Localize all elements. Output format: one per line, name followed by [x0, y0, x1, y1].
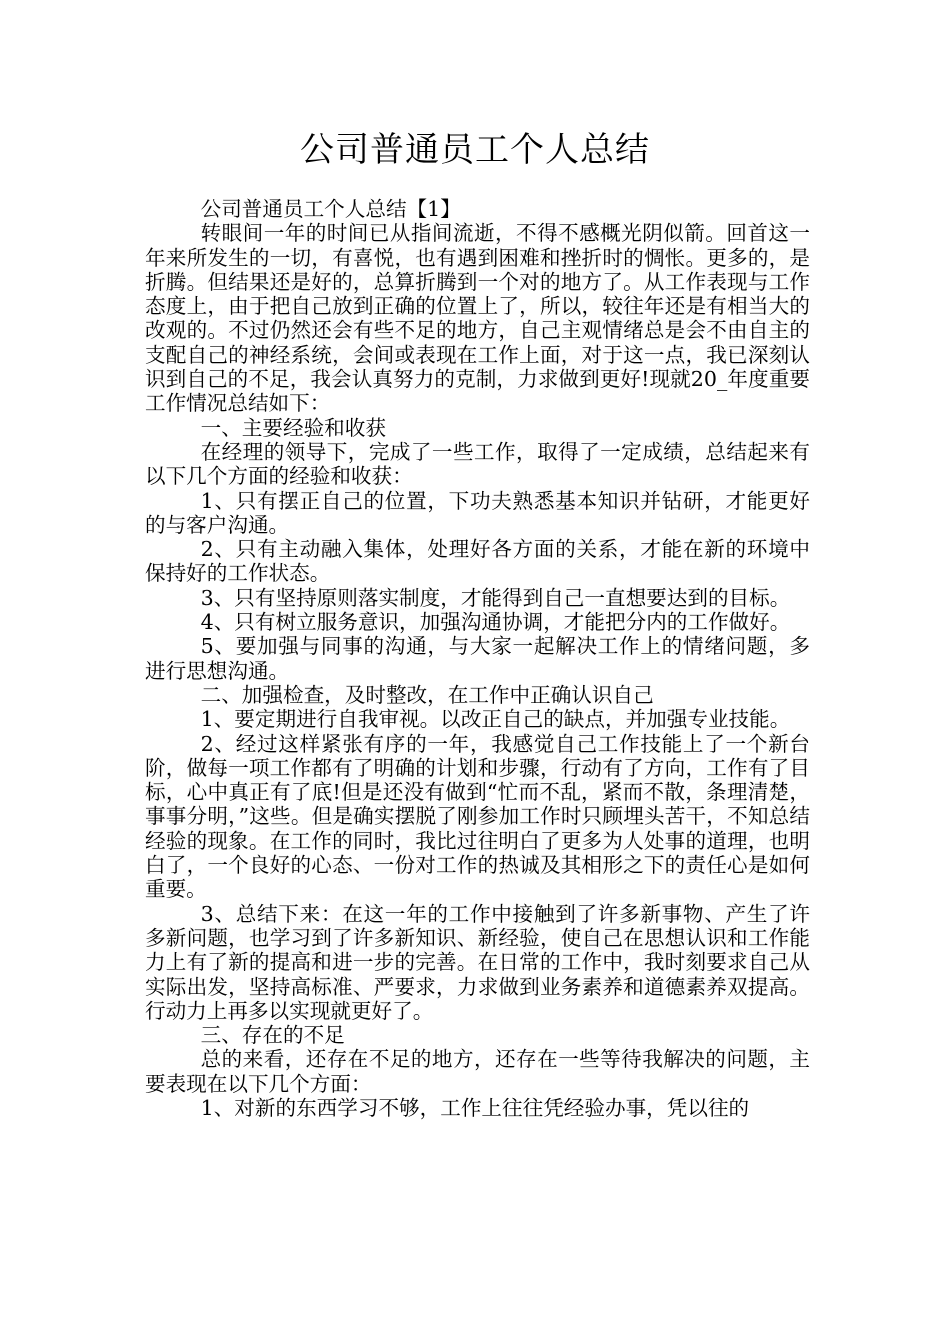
list-item: 4、只有树立服务意识，加强沟通协调，才能把分内的工作做好。 [200, 610, 791, 635]
section-heading: 二、加强检查，及时整改，在工作中正确认识自己 [200, 682, 654, 707]
section-subtitle: 公司普通员工个人总结【1】 [200, 197, 461, 221]
paragraph: 总的来看，还存在不足的地方，还存在一些等待我解决的问题，主要表现在以下几个方面： [145, 1047, 810, 1096]
list-item: 3、只有坚持原则落实制度，才能得到自己一直想要达到的目标。 [200, 585, 791, 610]
list-item: 5、要加强与同事的沟通，与大家一起解决工作上的情绪问题，多进行思想沟通。 [145, 634, 810, 683]
section-heading: 一、主要经验和收获 [200, 415, 386, 440]
list-item: 1、要定期进行自我审视。以改正自己的缺点，并加强专业技能。 [200, 707, 791, 732]
document-body [145, 197, 810, 1120]
list-item: 1、只有摆正自己的位置，下功夫熟悉基本知识并钻研，才能更好的与客户沟通。 [145, 488, 810, 537]
list-item: 3、总结下来：在这一年的工作中接触到了许多新事物、产生了许多新问题，也学习到了许多新知识、新经验，使自己在思想认识和工作能力上有了新的提高和进一步的完善。在日常的工作中，我时刻要求自己从实际出发，坚持高标准、严要求，力求做到业务素养和道德素养双提高。行动力上再多以实现就更好了。 [145, 901, 810, 1023]
paragraph: 在经理的领导下，完成了一些工作，取得了一定成绩，总结起来有以下几个方面的经验和收获： [145, 439, 810, 489]
list-item: 2、只有主动融入集体，处理好各方面的关系，才能在新的环境中保持好的工作状态。 [145, 537, 810, 586]
list-item: 2、经过这样紧张有序的一年，我感觉自己工作技能上了一个新台阶，做每一项工作都有了明确的计划和步骤，行动有了方向，工作有了目标，心中真正有了底!但是还没有做到“忙而不乱，紧而不散，条理清楚，事事分明，”这些。但是确实摆脱了刚参加工作时只顾埋头苦干，不知总结经验的现象。在工作的同时，我比过往明白了更多为人处事的道理，也明白了，一个良好的心态、一份对工作的热诚及其相形之下的责任心是如何重要。 [145, 731, 810, 902]
list-item: 1、对新的东西学习不够，工作上往往凭经验办事，凭以往的 [200, 1095, 750, 1120]
section-heading: 三、存在的不足 [200, 1023, 345, 1048]
document-title: 公司普通员工个人总结 [300, 130, 650, 170]
paragraph: 转眼间一年的时间已从指间流逝，不得不感概光阴似箭。回首这一年来所发生的一切，有喜悦，也有遇到困难和挫折时的惆怅。更多的，是折腾。但结果还是好的，总算折腾到一个对的地方了。从工作表现与工作态度上，由于把自己放到正确的位置上了，所以，较往年还是有相当大的改观的。不过仍然还会有些不足的地方，自己主观情绪总是会不由自主的支配自己的神经系统，会间或表现在工作上面，对于这一点，我已深刻认识到自己的不足，我会认真努力的克制，力求做到更好!现就20_年度重要工作情况总结如下： [145, 221, 810, 416]
